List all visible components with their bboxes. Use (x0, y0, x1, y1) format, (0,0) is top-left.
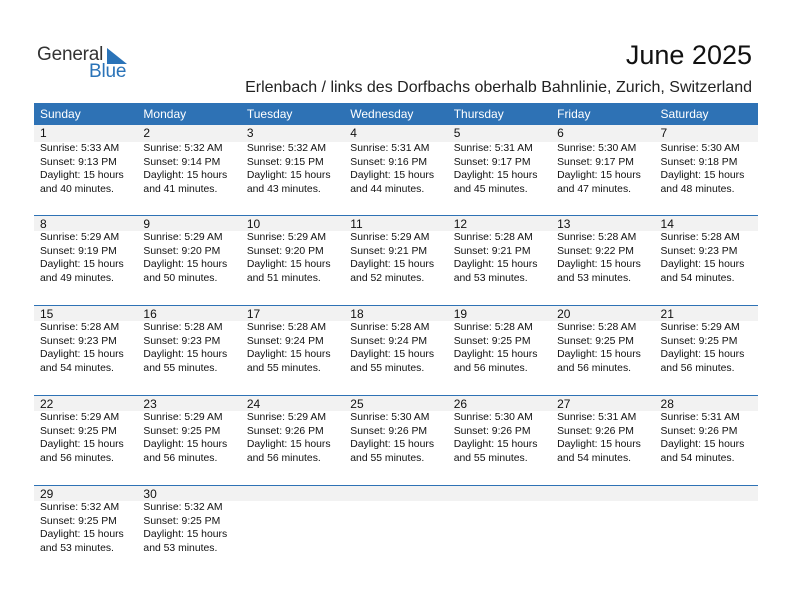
day-number: 16 (143, 307, 157, 321)
day-sunrise-text: Sunrise: 5:29 AM (660, 322, 740, 333)
day-sunrise-text: Sunrise: 5:29 AM (246, 412, 326, 423)
day-daylight-text: Daylight: 15 hours (350, 439, 435, 451)
day-minutes-text: and 50 minutes. (143, 272, 218, 284)
day-sunrise-text: Sunrise: 5:31 AM (453, 143, 533, 154)
day-minutes-text: and 55 minutes. (350, 452, 425, 464)
day-sunrise-text: Sunrise: 5:33 AM (40, 143, 120, 154)
day-cell (34, 321, 137, 375)
day-sunset-text: Sunset: 9:13 PM (40, 156, 117, 168)
day-number: 4 (350, 126, 357, 140)
day-number: 10 (246, 217, 261, 231)
day-number: 19 (453, 307, 468, 321)
day-sunset-text: Sunset: 9:25 PM (453, 335, 531, 347)
day-number (655, 486, 758, 501)
day-cell (655, 321, 758, 375)
day-cell (344, 501, 447, 555)
day-cell (448, 501, 551, 555)
day-daylight-text: Daylight: 15 hours (40, 439, 124, 451)
day-daylight-text: Daylight: 15 hours (40, 259, 124, 271)
day-daylight-text: Daylight: 15 hours (143, 259, 228, 271)
day-daylight-text: Daylight: 15 hours (143, 439, 228, 451)
day-number-row (34, 125, 758, 142)
day-sunrise-text: Sunrise: 5:32 AM (246, 143, 326, 154)
day-minutes-text: and 41 minutes. (143, 183, 218, 195)
day-minutes-text: and 53 minutes. (143, 542, 218, 554)
day-minutes-text: and 54 minutes. (660, 452, 735, 464)
day-minutes-text: and 54 minutes. (557, 452, 632, 464)
day-sunrise-text: Sunrise: 5:32 AM (143, 502, 223, 513)
day-number: 25 (350, 397, 364, 411)
day-minutes-text: and 51 minutes. (246, 272, 321, 284)
day-cell (137, 231, 240, 285)
day-sunset-text: Sunset: 9:24 PM (350, 335, 428, 347)
day-sunrise-text: Sunrise: 5:29 AM (40, 232, 120, 243)
day-sunset-text: Sunset: 9:25 PM (40, 425, 117, 437)
day-cell (448, 231, 551, 285)
day-cell (344, 231, 447, 285)
day-cell (655, 411, 758, 465)
day-sunrise-text: Sunrise: 5:28 AM (453, 322, 533, 333)
day-sunset-text: Sunset: 9:20 PM (246, 245, 324, 257)
day-daylight-text: Daylight: 15 hours (453, 259, 538, 271)
day-cell (241, 411, 344, 465)
day-cell (34, 231, 137, 285)
day-sunrise-text: Sunrise: 5:31 AM (557, 412, 637, 423)
day-cell (241, 231, 344, 285)
day-cell (551, 321, 654, 375)
day-daylight-text: Daylight: 15 hours (660, 349, 745, 361)
day-info-row (34, 411, 758, 465)
day-number: 24 (246, 397, 261, 411)
day-info-row (34, 231, 758, 285)
day-number-row (34, 215, 758, 231)
day-sunset-text: Sunset: 9:25 PM (143, 425, 221, 437)
weekday-header: Saturday (660, 107, 709, 121)
day-sunset-text: Sunset: 9:20 PM (143, 245, 221, 257)
day-cell (655, 501, 758, 555)
day-number (448, 486, 551, 501)
day-cell (344, 411, 447, 465)
day-cell (137, 321, 240, 375)
day-daylight-text: Daylight: 15 hours (660, 259, 745, 271)
day-info-row (34, 142, 758, 196)
day-sunrise-text: Sunrise: 5:28 AM (143, 322, 223, 333)
day-cell (551, 231, 654, 285)
day-daylight-text: Daylight: 15 hours (143, 529, 228, 541)
logo-word-general: General (37, 44, 104, 65)
day-minutes-text: and 56 minutes. (557, 362, 632, 374)
weekday-header: Wednesday (350, 107, 414, 121)
day-sunset-text: Sunset: 9:19 PM (40, 245, 117, 257)
day-number: 26 (453, 397, 468, 411)
day-minutes-text: and 55 minutes. (143, 362, 218, 374)
day-minutes-text: and 56 minutes. (40, 452, 114, 464)
day-sunset-text: Sunset: 9:23 PM (143, 335, 221, 347)
day-minutes-text: and 40 minutes. (40, 183, 114, 195)
day-sunset-text: Sunset: 9:17 PM (557, 156, 634, 168)
location-title: Erlenbach / links des Dorfbachs oberhalb Bahnlinie, Zurich, Switzerland (245, 79, 752, 96)
day-daylight-text: Daylight: 15 hours (246, 170, 331, 182)
day-sunset-text: Sunset: 9:17 PM (453, 156, 531, 168)
day-number: 22 (40, 397, 54, 411)
day-cell (137, 501, 240, 555)
weekday-header-row (34, 103, 758, 125)
day-number: 27 (557, 397, 571, 411)
day-daylight-text: Daylight: 15 hours (350, 349, 435, 361)
day-number: 7 (660, 126, 668, 140)
day-number: 28 (660, 397, 674, 411)
day-minutes-text: and 47 minutes. (557, 183, 632, 195)
day-sunrise-text: Sunrise: 5:29 AM (143, 412, 223, 423)
day-sunset-text: Sunset: 9:24 PM (246, 335, 324, 347)
day-minutes-text: and 53 minutes. (453, 272, 528, 284)
day-cell (448, 142, 551, 196)
day-sunset-text: Sunset: 9:23 PM (40, 335, 117, 347)
day-daylight-text: Daylight: 15 hours (246, 439, 331, 451)
week-row (34, 305, 758, 395)
day-sunset-text: Sunset: 9:26 PM (557, 425, 634, 437)
day-sunrise-text: Sunrise: 5:28 AM (557, 232, 637, 243)
day-sunrise-text: Sunrise: 5:32 AM (40, 502, 120, 513)
day-sunset-text: Sunset: 9:25 PM (660, 335, 738, 347)
day-cell (241, 321, 344, 375)
day-minutes-text: and 56 minutes. (143, 452, 218, 464)
day-number: 14 (660, 217, 674, 231)
day-daylight-text: Daylight: 15 hours (453, 349, 538, 361)
day-sunset-text: Sunset: 9:18 PM (660, 156, 738, 168)
day-sunrise-text: Sunrise: 5:28 AM (453, 232, 533, 243)
day-daylight-text: Daylight: 15 hours (557, 259, 641, 271)
day-number: 9 (143, 217, 151, 231)
day-minutes-text: and 48 minutes. (660, 183, 735, 195)
day-sunrise-text: Sunrise: 5:32 AM (143, 143, 223, 154)
day-minutes-text: and 56 minutes. (453, 362, 528, 374)
day-sunrise-text: Sunrise: 5:31 AM (660, 412, 740, 423)
day-minutes-text: and 54 minutes. (40, 362, 114, 374)
month-title: June 2025 (625, 40, 752, 70)
day-sunset-text: Sunset: 9:21 PM (453, 245, 531, 257)
day-minutes-text: and 55 minutes. (453, 452, 528, 464)
day-sunrise-text: Sunrise: 5:28 AM (40, 322, 120, 333)
day-sunset-text: Sunset: 9:16 PM (350, 156, 428, 168)
day-daylight-text: Daylight: 15 hours (40, 170, 124, 182)
day-cell (241, 142, 344, 196)
weekday-header: Thursday (453, 107, 504, 121)
day-cell (137, 142, 240, 196)
weekday-header: Friday (557, 107, 591, 121)
day-sunrise-text: Sunrise: 5:29 AM (40, 412, 120, 423)
day-sunrise-text: Sunrise: 5:28 AM (660, 232, 740, 243)
day-number: 17 (246, 307, 261, 321)
day-cell (34, 142, 137, 196)
day-daylight-text: Daylight: 15 hours (557, 349, 641, 361)
day-sunset-text: Sunset: 9:26 PM (350, 425, 428, 437)
day-minutes-text: and 43 minutes. (246, 183, 321, 195)
day-number (241, 486, 344, 501)
day-sunset-text: Sunset: 9:26 PM (453, 425, 531, 437)
day-sunrise-text: Sunrise: 5:29 AM (143, 232, 223, 243)
day-sunset-text: Sunset: 9:22 PM (557, 245, 634, 257)
day-cell (344, 142, 447, 196)
day-number: 1 (40, 126, 47, 140)
day-sunrise-text: Sunrise: 5:30 AM (350, 412, 430, 423)
week-row (34, 215, 758, 305)
day-minutes-text: and 49 minutes. (40, 272, 114, 284)
day-number: 30 (143, 487, 157, 501)
day-cell (241, 501, 344, 555)
day-cell (448, 411, 551, 465)
day-cell (34, 411, 137, 465)
day-sunset-text: Sunset: 9:14 PM (143, 156, 221, 168)
day-sunset-text: Sunset: 9:25 PM (40, 515, 117, 527)
day-daylight-text: Daylight: 15 hours (350, 259, 435, 271)
day-daylight-text: Daylight: 15 hours (143, 349, 228, 361)
day-number: 21 (660, 307, 674, 321)
day-daylight-text: Daylight: 15 hours (453, 170, 538, 182)
calendar-grid (34, 103, 758, 575)
day-number: 13 (557, 217, 571, 231)
day-number: 15 (40, 307, 54, 321)
day-sunrise-text: Sunrise: 5:28 AM (350, 322, 430, 333)
day-number: 2 (143, 126, 151, 140)
day-minutes-text: and 54 minutes. (660, 272, 735, 284)
day-sunset-text: Sunset: 9:26 PM (246, 425, 324, 437)
day-sunrise-text: Sunrise: 5:30 AM (557, 143, 637, 154)
day-minutes-text: and 45 minutes. (453, 183, 528, 195)
day-cell (34, 501, 137, 555)
day-cell (551, 142, 654, 196)
day-sunrise-text: Sunrise: 5:31 AM (350, 143, 430, 154)
weekday-header: Tuesday (246, 107, 293, 121)
day-daylight-text: Daylight: 15 hours (453, 439, 538, 451)
calendar-weeks (34, 125, 758, 575)
day-daylight-text: Daylight: 15 hours (143, 170, 228, 182)
day-number: 12 (453, 217, 468, 231)
day-sunrise-text: Sunrise: 5:28 AM (246, 322, 326, 333)
day-number (344, 486, 447, 501)
day-daylight-text: Daylight: 15 hours (246, 349, 331, 361)
day-number: 29 (40, 487, 54, 501)
day-number-row (34, 485, 758, 501)
day-info-row (34, 501, 758, 555)
day-minutes-text: and 52 minutes. (350, 272, 425, 284)
day-sunset-text: Sunset: 9:26 PM (660, 425, 738, 437)
day-daylight-text: Daylight: 15 hours (660, 439, 745, 451)
day-cell (551, 411, 654, 465)
day-sunset-text: Sunset: 9:15 PM (246, 156, 324, 168)
week-row (34, 125, 758, 215)
day-number: 5 (453, 126, 461, 140)
day-daylight-text: Daylight: 15 hours (557, 170, 641, 182)
day-minutes-text: and 55 minutes. (246, 362, 321, 374)
week-row (34, 485, 758, 575)
day-minutes-text: and 56 minutes. (660, 362, 735, 374)
weekday-header: Sunday (40, 107, 81, 121)
day-sunrise-text: Sunrise: 5:29 AM (246, 232, 326, 243)
day-daylight-text: Daylight: 15 hours (40, 349, 124, 361)
day-sunset-text: Sunset: 9:21 PM (350, 245, 428, 257)
brand-logo (37, 44, 147, 84)
day-sunset-text: Sunset: 9:25 PM (143, 515, 221, 527)
day-daylight-text: Daylight: 15 hours (246, 259, 331, 271)
day-cell (551, 501, 654, 555)
day-daylight-text: Daylight: 15 hours (660, 170, 745, 182)
day-minutes-text: and 53 minutes. (557, 272, 632, 284)
day-sunrise-text: Sunrise: 5:30 AM (453, 412, 533, 423)
day-number-row (34, 305, 758, 321)
day-sunrise-text: Sunrise: 5:28 AM (557, 322, 637, 333)
weekday-header: Monday (143, 107, 187, 121)
day-number-row (34, 395, 758, 411)
day-sunrise-text: Sunrise: 5:30 AM (660, 143, 740, 154)
day-number: 8 (40, 217, 47, 231)
day-daylight-text: Daylight: 15 hours (40, 529, 124, 541)
day-cell (655, 231, 758, 285)
day-sunrise-text: Sunrise: 5:29 AM (350, 232, 430, 243)
day-number: 23 (143, 397, 157, 411)
day-minutes-text: and 55 minutes. (350, 362, 425, 374)
day-number: 3 (246, 126, 254, 140)
day-number: 6 (557, 126, 564, 140)
logo-word-blue: Blue (89, 61, 127, 82)
day-minutes-text: and 44 minutes. (350, 183, 425, 195)
day-number (551, 486, 654, 501)
day-cell (137, 411, 240, 465)
day-cell (448, 321, 551, 375)
day-minutes-text: and 53 minutes. (40, 542, 114, 554)
day-number: 18 (350, 307, 364, 321)
day-sunset-text: Sunset: 9:25 PM (557, 335, 634, 347)
day-sunset-text: Sunset: 9:23 PM (660, 245, 738, 257)
week-row (34, 395, 758, 485)
day-cell (344, 321, 447, 375)
day-daylight-text: Daylight: 15 hours (350, 170, 435, 182)
day-number: 20 (557, 307, 571, 321)
day-cell (655, 142, 758, 196)
day-minutes-text: and 56 minutes. (246, 452, 321, 464)
day-number: 11 (350, 217, 363, 231)
day-daylight-text: Daylight: 15 hours (557, 439, 641, 451)
day-info-row (34, 321, 758, 375)
